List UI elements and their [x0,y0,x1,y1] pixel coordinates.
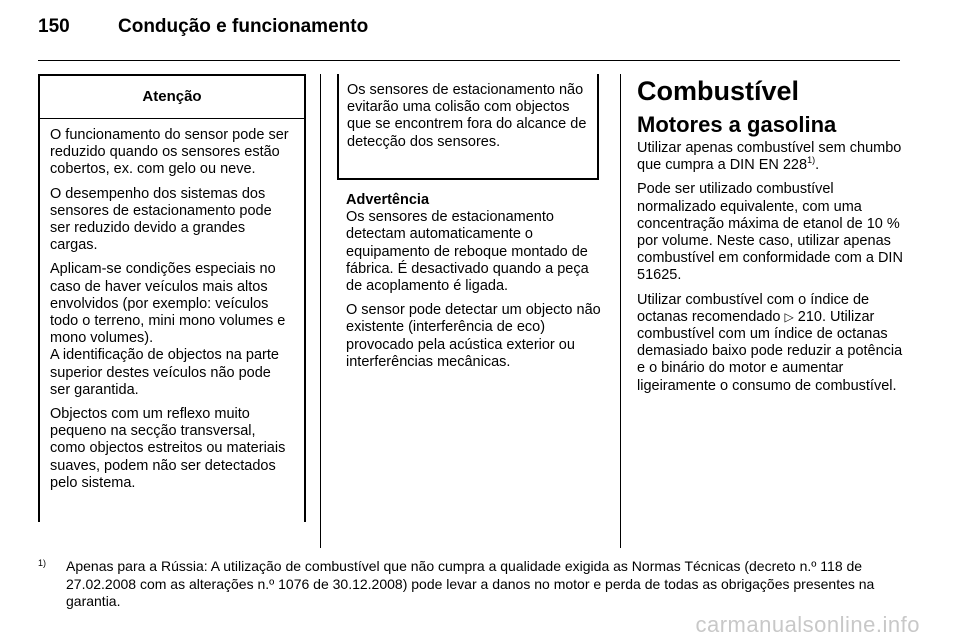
footnote-ref[interactable]: 1) [807,155,816,166]
fuel-text: Utilizar combustível com o índice de octanas recomendado [637,291,870,325]
fuel-text: . [815,157,820,174]
fuel-paragraph [637,292,907,395]
footnote-mark: 1) [38,558,47,568]
attention-title: Atenção [40,76,304,119]
header-rule [38,60,900,61]
advertencia-label: Advertência [346,192,430,208]
attention-body [40,119,304,492]
note-box [337,74,599,180]
advertencia-paragraph: Os sensores de estacionamento detectam automaticamente o equipamento de reboque montado de fábrica. É desactivado quando a peça de acoplamento é ligada. [346,209,589,295]
attention-box [38,74,306,522]
column-divider [320,74,321,548]
attention-paragraph: Aplicam-se condições especiais no caso de haver veículos mais altos envolvidos (por exemplo: veículos todo o terreno, mini mono volumes e mono volumes). [50,261,286,347]
watermark: carmanualsonline.info [695,612,920,637]
attention-paragraph: O desempenho dos sistemas dos sensores de estacionamento pode ser reduzido devido a grandes cargas. [50,185,272,254]
attention-paragraph: Objectos com um reflexo muito pequeno na secção transversal, como objectos estreitos ou materiais suaves, podem não ser detectados pelo sistema. [50,406,286,491]
advertencia-paragraph: O sensor pode detectar um objecto não existente (interferência de eco) provocado pela acústica exterior ou interferências mecânicas. [346,302,601,370]
attention-paragraph: O funcionamento do sensor pode ser reduzido quando os sensores estão cobertos, ex. com gelo ou neve. [50,127,289,178]
page-ref-icon: ▷ [784,309,794,324]
page-number: 150 [38,16,70,37]
footnote-text: Apenas para a Rússia: A utilização de combustível que não cumpra a qualidade exigida as Normas Técnicas (decreto n.º 118 de 27.02.2008 com as alterações n.º 1076 de 30.12.2008) pode levar a danos no motor e perda de todas as obrigações presentes na garantia. [66,558,875,609]
footnote [38,558,910,611]
fuel-section [637,74,907,402]
section-title: Condução e funcionamento [118,16,369,37]
page-header [38,16,368,38]
fuel-subheading: Motores a gasolina [637,112,837,137]
attention-paragraph: A identificação de objectos na parte superior destes veículos não pode ser garantida. [50,347,279,398]
advertencia-section [346,192,606,378]
fuel-paragraph: Pode ser utilizado combustível normalizado equivalente, com uma concentração máxima de etanol de 10 % por volume. Neste caso, utilizar apenas combustível em conformidade com a DIN 51625. [637,181,903,284]
page-ref[interactable]: 210 [793,308,822,325]
fuel-heading: Combustível [637,76,800,106]
fuel-paragraph [637,140,907,174]
fuel-text: Utilizar apenas combustível sem chumbo que cumpra a DIN EN 228 [637,140,902,174]
column-divider [620,74,621,548]
note-text: Os sensores de estacionamento não evitarão uma colisão com objectos que se encontrem fora do alcance de detecção dos sensores. [347,82,587,150]
fuel-text: . Utilizar combustível com um índice de octanas demasiado baixo pode reduzir a potência e o binário do motor e aumentar ligeiramente o consumo de combustível. [637,308,903,394]
